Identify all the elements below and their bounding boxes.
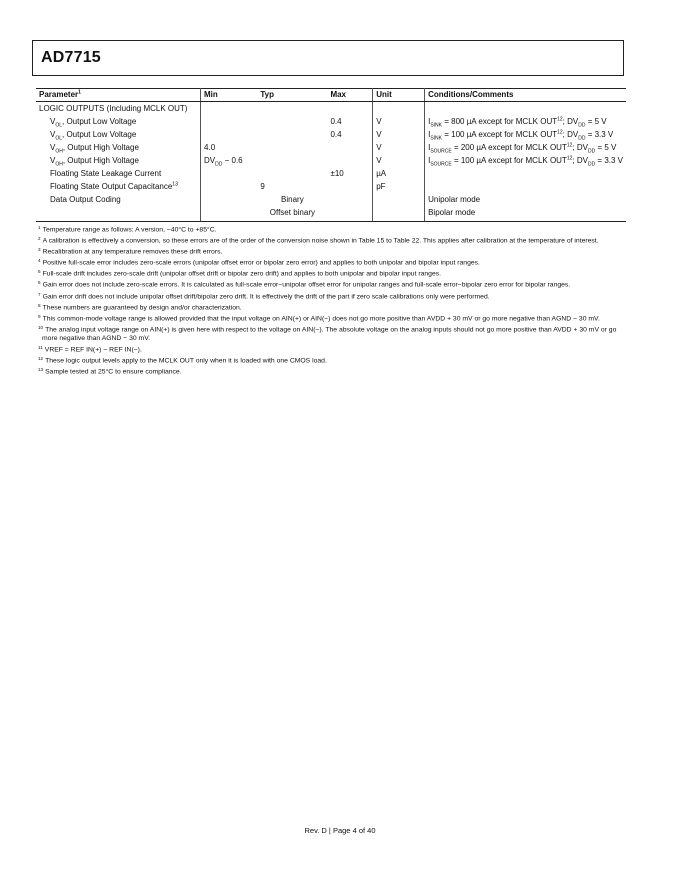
header-box: [32, 40, 624, 76]
conditions-cell: Bipolar mode: [425, 206, 626, 221]
col-max: Max: [327, 89, 372, 102]
footnote: $^2$ A calibration is effectively a conversion, so these errors are of the order of the conversion noise shown in Table 15 to Table 22. This applies after calibration at the temperature of interest.: [38, 236, 599, 245]
footnote: $^1$ Temperature range as follows: A version, −40°C to +85°C.: [38, 225, 217, 234]
footnote: $^3$ Recalibration at any temperature removes these drift errors.: [38, 247, 223, 256]
param-cell: $V_{OL}$, Output Low Voltage: [36, 128, 201, 141]
unit-cell: V: [373, 115, 425, 128]
param-cell: $V_{OH}$, Output High Voltage: [36, 154, 201, 167]
col-min: Min: [201, 89, 258, 102]
col-unit: Unit: [373, 89, 425, 102]
typ-cell: 9: [260, 181, 265, 191]
unit-cell: V: [373, 154, 425, 167]
max-cell: 0.4: [327, 128, 372, 141]
footnote: $^{12}$ These logic output levels apply to the MCLK OUT only when it is loaded with one CMOS load.: [38, 355, 327, 365]
table-header-row: [36, 89, 626, 102]
table-row: [36, 167, 626, 180]
min-cell: 4.0: [204, 142, 216, 152]
conditions-cell: $I_{SOURCE} = 100$ µA except for MCLK OUT$^{12}$; $DV_{DD} = 3.3$ V: [428, 154, 623, 168]
param-cell: Floating State Output Capacitance$^{13}$: [36, 180, 201, 193]
col-typ: Typ: [257, 89, 327, 102]
footnotes: [38, 224, 623, 377]
typ-cell: Offset binary: [257, 206, 327, 221]
conditions-cell: $I_{SINK} = 100$ µA except for MCLK OUT$^{12}$; $DV_{DD} = 3.3$ V: [428, 128, 614, 142]
footnote: $^8$ These numbers are guaranteed by design and/or characterization.: [38, 302, 242, 312]
min-cell: [201, 115, 258, 128]
param-cell: $V_{OH}$, Output High Voltage: [36, 141, 201, 154]
param-cell: Data Output Coding: [36, 193, 201, 206]
max-cell: [327, 141, 372, 154]
table-row: [36, 180, 626, 193]
param-cell: $V_{OL}$, Output Low Voltage: [36, 115, 201, 128]
conditions-cell: $I_{SINK} = 800$ µA except for MCLK OUT$^{12}$; $DV_{DD} = 5$ V: [428, 115, 607, 129]
conditions-cell: Unipolar mode: [428, 194, 481, 204]
table-row: [36, 193, 626, 206]
table-row: [36, 154, 626, 167]
table-section-row: [36, 102, 626, 116]
table-row: [36, 128, 626, 141]
unit-cell: V: [373, 141, 425, 154]
typ-cell: [257, 154, 327, 167]
unit-cell: V: [373, 128, 425, 141]
typ-cell: [257, 141, 327, 154]
typ-cell: [257, 128, 327, 141]
col-conditions: Conditions/Comments: [425, 89, 626, 102]
spec-table: [36, 88, 626, 222]
col-parameter: Parameter$^1$: [36, 89, 201, 102]
section-label: LOGIC OUTPUTS (Including MCLK OUT): [36, 102, 201, 116]
table-row: [36, 206, 626, 221]
max-cell: [327, 154, 372, 167]
table-row: [36, 141, 626, 154]
table-row: [36, 115, 626, 128]
min-cell: [201, 128, 258, 141]
typ-cell: [257, 115, 327, 128]
document-title: AD7715: [41, 49, 101, 66]
page-footer: Rev. D | Page 4 of 40: [304, 826, 376, 835]
param-cell: Floating State Leakage Current: [36, 167, 201, 180]
footnote: $^5$ Full-scale drift includes zero-scale drift (unipolar offset drift or bipolar zero drift) and applies to both unipolar and bipolar input ranges.: [38, 269, 442, 278]
unit-cell: pF: [373, 180, 425, 193]
unit-cell: µA: [373, 167, 425, 180]
footnote: $^{13}$ Sample tested at 25°C to ensure compliance.: [38, 366, 182, 376]
typ-cell: Binary: [281, 194, 304, 204]
footnote: $^{10}$ The analog input voltage range on AIN(+) is given here with respect to the voltage on AIN(−). The absolute voltage on the analog inputs should not go more positive than AVDD + 30 mV or go more negative than AGND − 30 mV.: [38, 324, 617, 342]
footnote: $^6$ Gain error does not include zero-scale errors. It is calculated as full-scale error−unipolar offset error for unipolar ranges and full-scale error−bipolar zero error for bipolar ranges.: [38, 280, 571, 289]
min-cell: $DV_{DD} - 0.6$: [204, 155, 243, 168]
max-cell: 0.4: [327, 115, 372, 128]
footnote: $^9$ This common-mode voltage range is allowed provided that the input voltage on AIN(+) or AIN(−) does not go more positive than AVDD + 30 mV or go more negative than AGND − 30 mV.: [38, 313, 600, 323]
max-cell: ±10: [327, 167, 372, 180]
footnote: $^4$ Positive full-scale error includes zero-scale errors (unipolar offset error or bipolar zero error) and applies to both unipolar and bipolar input ranges.: [38, 258, 480, 267]
conditions-cell: $I_{SOURCE} = 200$ µA except for MCLK OUT$^{12}$; $DV_{DD} = 5$ V: [428, 141, 617, 155]
footnote: $^{11}$ VREF = REF IN(+) − REF IN(−).: [38, 344, 142, 354]
footnote: $^7$ Gain error drift does not include unipolar offset drift/bipolar zero drift. It is effectively the drift of the part if zero scale calibrations only were performed.: [38, 291, 490, 301]
